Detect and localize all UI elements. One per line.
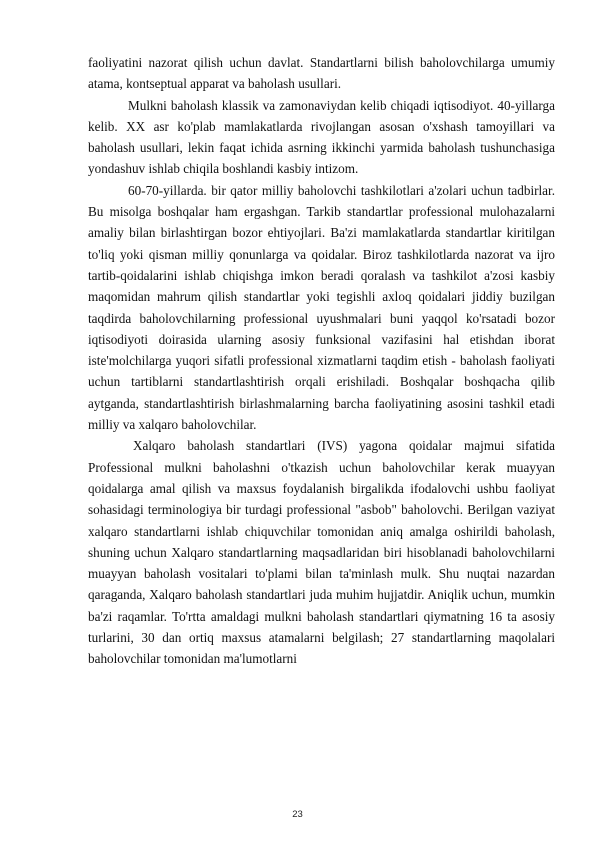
paragraph-2: Mulkni baholash klassik va zamonaviydan kelib chiqadi iqtisodiyot. 40-yillarga kelib. XX asr ko'plab mamlakatlarda rivojlangan asosan o'xshash tamoyillari va baholash usullari, lekin faqat ichida asrning ikkinchi yarmida baholash tushunchasiga yondashuv ishlab chiqila boshlandi kasbiy intizom. <box>88 97 555 177</box>
paragraph-4: Xalqaro baholash standartlari (IVS) yagona qoidalar majmui sifatida Professional mulkni baholashni o'tkazish uchun baholovchilar kerak muayyan qoidalarga amal qilish va maxsus foydalanish birgalikda ifodalovchi ushbu faoliyat sohasidagi terminologiya bir turdagi professional "asbob" baholovchi. Berilgan vaziyat xalqaro standartlarni ishlab chiquvchilar tomonidan aniq amalga oshirildi baholash, shuning uchun Xalqaro standartlarning maqsadlaridan biri hisoblanadi baholovchilarni muayyan baholash vositalari to'plami bilan ta'minlash mulk. Shu nuqtai nazardan qaraganda, Xalqaro baholash standartlari juda muhim hujjatdir. Aniqlik uchun, mumkin ba'zi raqamlar. To'rtta amaldagi mulkni baholash standartlari qiymatning 16 ta asosiy turlarini, 30 dan ortiq maxsus atamalarni belgilash; 27 standartlarning maqolalari baholovchilar tomonidan ma'lumotlarni <box>88 438 555 667</box>
paragraph-1: faoliyatini nazorat qilish uchun davlat. Standartlarni bilish baholovchilarga umumiy atama, kontseptual apparat va baholash usullari. <box>88 55 555 92</box>
page-number: 23 <box>292 809 303 820</box>
body-text <box>88 52 555 670</box>
paragraph-3: 60-70-yillarda. bir qator milliy baholovchi tashkilotlari a'zolari uchun tadbirlar. Bu misolga boshqalar ham ergashgan. Tarkib standartlar professional mulohazalarni amaliy bilan birlashtirgan bozor ehtiyojlari. Ba'zi mamlakatlarda standartlar kiritilgan to'liq yoki qisman milliy qonunlarga va qoidalar. Biroz tashkilotlarda nazorat va ijro tartib-qoidalarini ishlab chiqishga imkon beradi qoralash va tashkilot a'zosi kasbiy maqomidan mahrum qilish standartlar yoki tegishli axloq qoidalari jiddiy buzilgan taqdirda baholovchilarning professional uyushmalari buni yaqqol ko'rsatadi bozor iqtisodiyoti doirasida ularning asosiy funksional vazifasini hal etishdan iborat iste'molchilarga yuqori sifatli professional xizmatlarni taqdim etish - baholash faoliyati uchun tartiblarni standartlashtirish orqali erishiladi. Boshqalar boshqacha qilib aytganda, standartlashtirish birlashmalarning barcha faoliyatining asosini tashkil etadi milliy va xalqaro baholovchilar. <box>88 182 555 433</box>
